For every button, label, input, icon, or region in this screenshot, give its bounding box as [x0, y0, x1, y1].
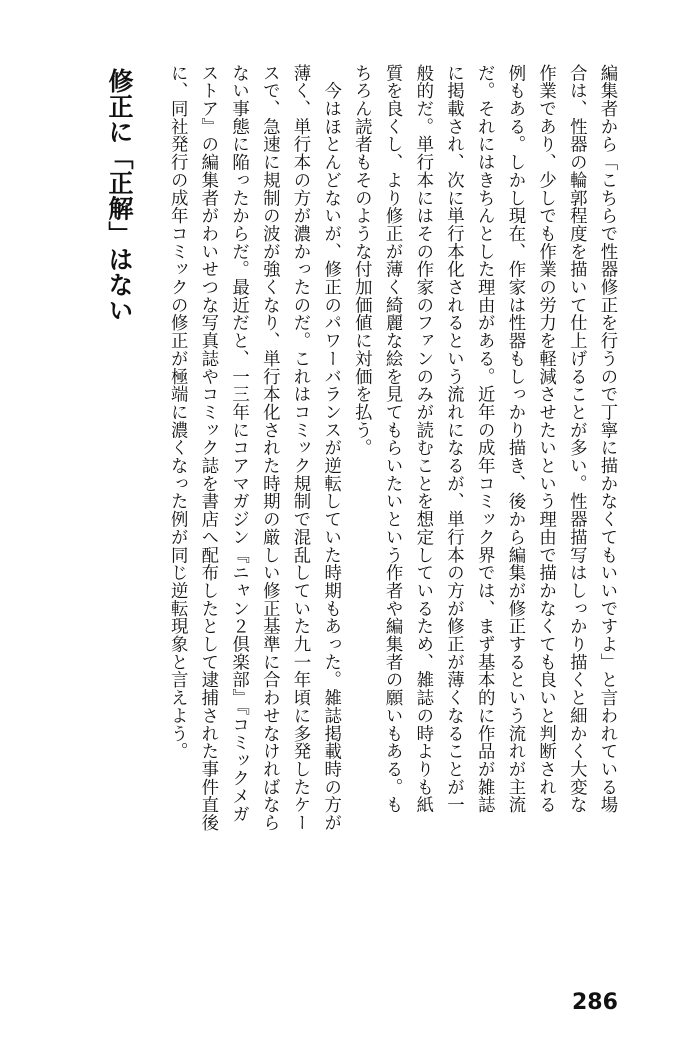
text-column: スで、急速に規制の波が強くなり、単行本化された時期の厳しい修正基準に合わせなければなら	[259, 64, 280, 832]
text-column: 合は、性器の輪郭程度を描いて仕上げることが多い。性器描写はしっかり描くと細かく大変な	[566, 64, 587, 814]
body-text	[161, 64, 622, 844]
text-column: に、同社発行の成年コミックの修正が極端に濃くなった例が同じ逆転現象と言えよう。	[167, 64, 188, 761]
text-column: に掲載され、次に単行本化されるという流れになるが、単行本の方が修正が薄くなることが一	[443, 64, 464, 814]
text-column: 編集者から「こちらで性器修正を行うので丁寧に描かなくてもいいですよ」と言われている場	[597, 64, 617, 814]
section-heading: 修正に「正解」はない	[105, 68, 134, 323]
page-number: 286	[572, 990, 618, 1015]
text-column: 質を良くし、より修正が薄く綺麗な絵を見てもらいたいという作者や編集者の願いもある。も	[382, 64, 403, 814]
text-column: 般的だ。単行本にはその作家のファンのみが読むことを想定しているため、雑誌の時よりも紙	[412, 64, 433, 814]
text-column: ストア』の編集者がわいせつな写真誌やコミック誌を書店へ配布したとして逮捕された事件直後	[197, 64, 218, 832]
text-column: 例もある。しかし現在、作家は性器もしっかり描き、後から編集が修正するという流れが主流	[504, 64, 525, 814]
text-column: ない事態に陥ったからだ。最近だと、一三年にコアマガジン『ニャン２倶楽部』『コミックメガ	[228, 64, 249, 823]
text-column: 薄く、単行本の方が濃かったのだ。これはコミック規制で混乱していた九一年頃に多発したケー	[289, 64, 310, 832]
text-column: ちろん読者もそのような付加価値に対価を払う。	[351, 64, 372, 457]
text-column: 作業であり、少しでも作業の労力を軽減させたいという理由で描かなくても良いと判断される	[535, 64, 556, 814]
text-column: 今はほとんどないが、修正のパワーバランスが逆転していた時期もあった。雑誌掲載時の方が	[320, 64, 341, 832]
text-column: だ。それにはきちんとした理由がある。近年の成年コミック界では、まず基本的に作品が雑誌	[474, 64, 495, 814]
